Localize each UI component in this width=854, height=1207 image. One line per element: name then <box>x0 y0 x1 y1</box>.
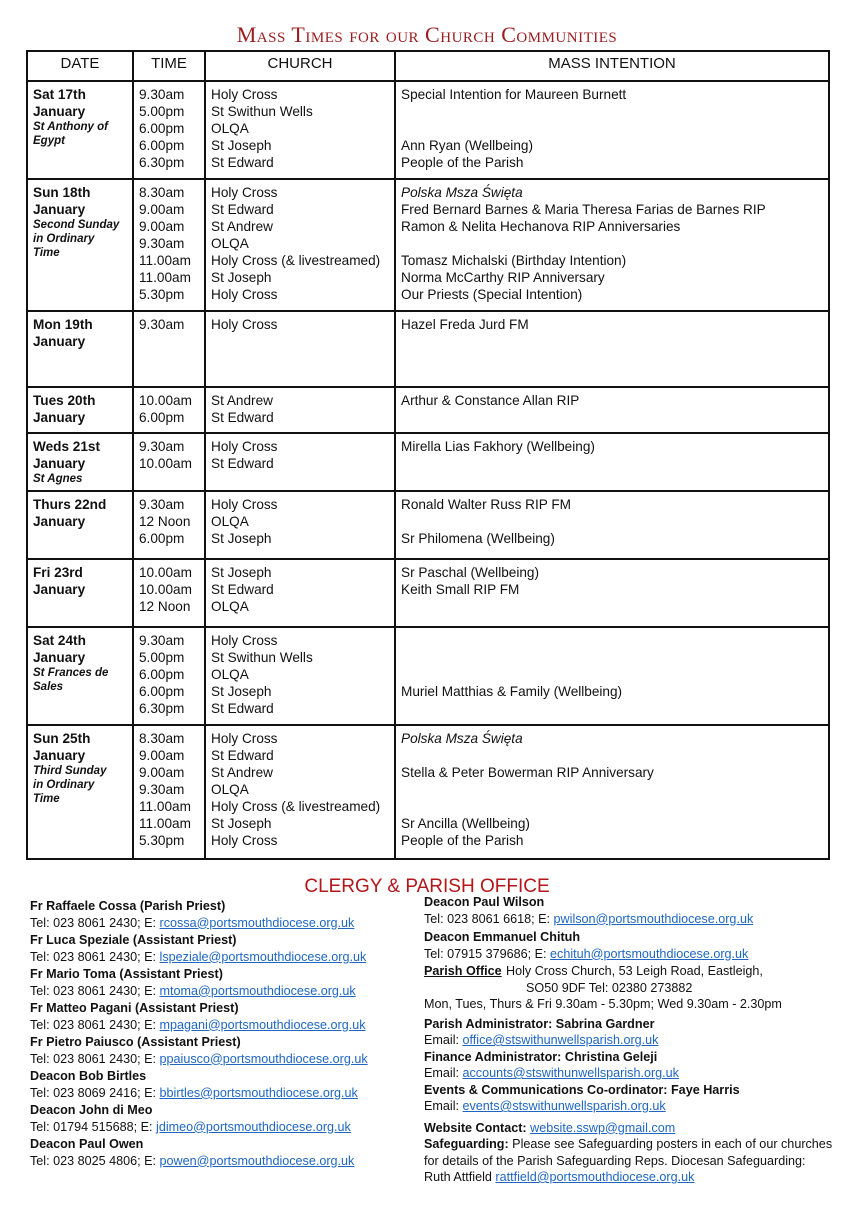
day-label: January <box>33 334 86 349</box>
email-link[interactable]: accounts@stswithunwellsparish.org.uk <box>462 1066 679 1080</box>
mass-intention <box>401 781 823 798</box>
feast-label: in Ordinary <box>33 779 95 791</box>
mass-time: 9.00am <box>139 219 185 234</box>
clergy-tel: Tel: 023 8061 2430; E: <box>30 949 160 964</box>
mass-time: 9.30am <box>139 87 185 102</box>
website-label: Website Contact: <box>424 1120 531 1135</box>
mass-time: 12 Noon <box>139 599 191 614</box>
mass-time: 6.00pm <box>139 138 185 153</box>
contact-name: Finance Administrator: Christina Geleji <box>424 1049 658 1064</box>
mass-intention <box>401 700 823 717</box>
feast-label: Time <box>33 793 60 805</box>
church-name: St Joseph <box>211 684 272 699</box>
mass-intention <box>401 235 823 252</box>
clergy-name: Fr Raffaele Cossa (Parish Priest) <box>30 899 226 913</box>
intention-cell <box>395 311 829 387</box>
mass-time: 9.30am <box>139 633 185 648</box>
mass-time: 6.30pm <box>139 701 185 716</box>
contact-name: Events & Communications Co-ordinator: Faye Harris <box>424 1082 740 1097</box>
church-name: St Joseph <box>211 270 272 285</box>
mass-times-table <box>26 50 830 860</box>
church-name: OLQA <box>211 121 249 136</box>
date-cell <box>27 559 133 627</box>
date-cell <box>27 311 133 387</box>
church-cell <box>205 387 395 433</box>
contact-name: Parish Administrator: Sabrina Gardner <box>424 1016 655 1031</box>
contact-events-coordinator <box>424 1082 834 1115</box>
email-link[interactable]: echituh@portsmouthdiocese.org.uk <box>550 946 749 961</box>
parish-office-address: Holy Cross Church, 53 Leigh Road, Eastleigh, <box>506 964 763 978</box>
clergy-section-title: CLERGY & PARISH OFFICE <box>304 876 550 897</box>
day-label: January <box>33 582 86 597</box>
church-name: Holy Cross <box>211 439 278 454</box>
clergy-entry <box>30 898 420 931</box>
mass-intention: Ramon & Nelita Hechanova RIP Anniversaries <box>401 219 681 234</box>
safeguarding-text: Please see Safeguarding posters in each of our churches for details of the Parish Safeguarding Reps. Diocesan Safeguarding: Ruth Attfield <box>424 1137 833 1184</box>
website-email-link[interactable]: website.sswp@gmail.com <box>530 1120 676 1135</box>
mass-intention <box>401 632 823 649</box>
feast-label: Third Sunday <box>33 765 107 777</box>
mass-intention: Hazel Freda Jurd FM <box>401 317 529 332</box>
parish-office-postcode: SO50 9DF Tel: 02380 273882 <box>526 980 693 995</box>
church-name: St Edward <box>211 582 274 597</box>
church-name: St Edward <box>211 748 274 763</box>
email-link[interactable]: jdimeo@portsmouthdiocese.org.uk <box>156 1119 351 1134</box>
church-name: OLQA <box>211 667 249 682</box>
day-label: Sun 18th <box>33 185 91 200</box>
day-label: Weds 21st <box>33 439 100 454</box>
mass-time: 6.30pm <box>139 155 185 170</box>
clergy-tel: Tel: 023 8061 2430; E: <box>30 983 160 998</box>
feast-label: Egypt <box>33 135 65 147</box>
time-cell <box>133 559 205 627</box>
date-cell <box>27 179 133 311</box>
mass-time: 5.00pm <box>139 104 185 119</box>
day-label: Thurs 22nd <box>33 497 107 512</box>
church-name: St Edward <box>211 155 274 170</box>
mass-time: 8.30am <box>139 185 185 200</box>
contact-paul-wilson <box>424 894 834 927</box>
mass-intention <box>401 747 823 764</box>
intention-cell <box>395 491 829 559</box>
church-name: St Swithun Wells <box>211 104 313 119</box>
church-name: St Edward <box>211 701 274 716</box>
email-link[interactable]: lspeziale@portsmouthdiocese.org.uk <box>159 949 367 964</box>
mass-time: 11.00am <box>139 270 191 285</box>
mass-time: 5.30pm <box>139 833 185 848</box>
intention-cell <box>395 179 829 311</box>
mass-time: 12 Noon <box>139 514 191 529</box>
mass-time: 9.00am <box>139 765 185 780</box>
time-cell <box>133 387 205 433</box>
clergy-right-column <box>424 894 834 1186</box>
email-link[interactable]: rcossa@portsmouthdiocese.org.uk <box>159 915 355 930</box>
table-row <box>27 311 829 387</box>
feast-label: Sales <box>33 681 64 693</box>
church-cell <box>205 559 395 627</box>
day-label: Mon 19th <box>33 317 93 332</box>
header-mass-intention: MASS INTENTION <box>395 51 829 81</box>
email-link[interactable]: pwilson@portsmouthdiocese.org.uk <box>553 911 754 926</box>
table-row <box>27 179 829 311</box>
contact-label: Email: <box>424 1099 463 1113</box>
clergy-name: Deacon John di Meo <box>30 1103 153 1117</box>
contact-emmanuel-chituh <box>424 929 834 962</box>
contact-name: Deacon Paul Wilson <box>424 895 545 909</box>
day-label: Sun 25th <box>33 731 91 746</box>
church-cell <box>205 491 395 559</box>
mass-intention: Sr Philomena (Wellbeing) <box>401 531 555 546</box>
clergy-tel: Tel: 023 8061 2430; E: <box>30 915 160 930</box>
clergy-entry <box>30 1000 420 1033</box>
time-cell <box>133 311 205 387</box>
date-cell <box>27 81 133 179</box>
church-name: Holy Cross <box>211 287 278 302</box>
church-cell <box>205 725 395 859</box>
church-name: St Andrew <box>211 393 273 408</box>
mass-time: 10.00am <box>139 565 192 580</box>
clergy-name: Fr Luca Speziale (Assistant Priest) <box>30 933 237 947</box>
mass-intention: Our Priests (Special Intention) <box>401 287 583 302</box>
contact-label: Email: <box>424 1066 463 1080</box>
church-name: OLQA <box>211 236 249 251</box>
mass-time: 9.30am <box>139 317 185 332</box>
mass-time: 5.00pm <box>139 650 185 665</box>
safeguarding-note <box>424 1136 834 1186</box>
mass-time: 6.00pm <box>139 667 185 682</box>
time-cell <box>133 491 205 559</box>
mass-time: 5.30pm <box>139 287 185 302</box>
contact-tel: Tel: 07915 379686; E: <box>424 946 551 961</box>
time-cell <box>133 433 205 491</box>
mass-time: 9.30am <box>139 782 185 797</box>
table-row <box>27 387 829 433</box>
church-name: Holy Cross <box>211 87 278 102</box>
mass-intention: Stella & Peter Bowerman RIP Anniversary <box>401 765 654 780</box>
day-label: Fri 23rd <box>33 565 83 580</box>
mass-time: 9.30am <box>139 439 185 454</box>
intention-cell <box>395 725 829 859</box>
email-link[interactable]: mpagani@portsmouthdiocese.org.uk <box>159 1017 366 1032</box>
email-link[interactable]: powen@portsmouthdiocese.org.uk <box>159 1153 355 1168</box>
feast-label: Time <box>33 247 60 259</box>
day-label: Tues 20th <box>33 393 96 408</box>
header-time: TIME <box>133 51 205 81</box>
time-cell <box>133 725 205 859</box>
header-date: DATE <box>27 51 133 81</box>
mass-intention <box>401 798 823 815</box>
mass-time: 10.00am <box>139 393 192 408</box>
date-cell <box>27 491 133 559</box>
safeguarding-label: Safeguarding: <box>424 1137 509 1151</box>
mass-intention <box>401 666 823 683</box>
day-label: January <box>33 748 86 763</box>
mass-intention <box>401 649 823 666</box>
clergy-tel: Tel: 023 8061 2430; E: <box>30 1017 160 1032</box>
day-label: Sat 17th <box>33 87 86 102</box>
church-name: St Edward <box>211 202 274 217</box>
day-label: Sat 24th <box>33 633 86 648</box>
mass-time: 11.00am <box>139 799 191 814</box>
email-link[interactable]: office@stswithunwellsparish.org.uk <box>462 1033 659 1047</box>
intention-cell <box>395 627 829 725</box>
header-church: CHURCH <box>205 51 395 81</box>
mass-time: 9.30am <box>139 497 185 512</box>
mass-time: 6.00pm <box>139 410 185 425</box>
church-name: Holy Cross <box>211 185 278 200</box>
mass-intention: People of the Parish <box>401 833 524 848</box>
mass-intention: Ann Ryan (Wellbeing) <box>401 138 533 153</box>
mass-time: 11.00am <box>139 253 191 268</box>
church-cell <box>205 179 395 311</box>
mass-intention: People of the Parish <box>401 155 524 170</box>
clergy-entry <box>30 1136 420 1169</box>
date-cell <box>27 725 133 859</box>
clergy-tel: Tel: 023 8061 2430; E: <box>30 1051 160 1066</box>
feast-label: Second Sunday <box>33 219 120 231</box>
church-name: St Swithun Wells <box>211 650 313 665</box>
table-row <box>27 433 829 491</box>
table-row <box>27 491 829 559</box>
church-name: Holy Cross <box>211 633 278 648</box>
day-label: January <box>33 456 86 471</box>
clergy-tel: Tel: 023 8025 4806; E: <box>30 1153 160 1168</box>
feast-label: St Agnes <box>33 473 83 485</box>
mass-time: 8.30am <box>139 731 185 746</box>
mass-intention: Special Intention for Maureen Burnett <box>401 87 627 102</box>
church-cell <box>205 81 395 179</box>
time-cell <box>133 81 205 179</box>
mass-intention: Polska Msza Święta <box>401 185 523 200</box>
clergy-name: Deacon Paul Owen <box>30 1137 144 1151</box>
intention-cell <box>395 387 829 433</box>
church-cell <box>205 433 395 491</box>
feast-label: St Anthony of <box>33 121 108 133</box>
clergy-entry <box>30 932 420 965</box>
intention-cell <box>395 81 829 179</box>
church-name: St Andrew <box>211 765 273 780</box>
clergy-entry <box>30 1068 420 1101</box>
table-header-row <box>27 51 829 81</box>
date-cell <box>27 387 133 433</box>
day-label: January <box>33 410 86 425</box>
mass-time: 9.00am <box>139 748 185 763</box>
mass-intention: Fred Bernard Barnes & Maria Theresa Farias de Barnes RIP <box>401 202 766 217</box>
mass-time: 10.00am <box>139 456 192 471</box>
church-name: St Joseph <box>211 531 272 546</box>
mass-intention: Mirella Lias Fakhory (Wellbeing) <box>401 439 595 454</box>
church-name: Holy Cross <box>211 497 278 512</box>
day-label: January <box>33 202 86 217</box>
parish-office <box>424 963 834 1013</box>
table-row <box>27 725 829 859</box>
contact-name: Deacon Emmanuel Chituh <box>424 930 581 944</box>
mass-intention: Sr Paschal (Wellbeing) <box>401 565 540 580</box>
mass-time: 11.00am <box>139 816 191 831</box>
mass-intention: Muriel Matthias & Family (Wellbeing) <box>401 684 623 699</box>
church-name: OLQA <box>211 599 249 614</box>
mass-intention: Keith Small RIP FM <box>401 582 520 597</box>
mass-intention: Norma McCarthy RIP Anniversary <box>401 270 605 285</box>
clergy-name: Fr Pietro Paiusco (Assistant Priest) <box>30 1035 241 1049</box>
mass-intention: Tomasz Michalski (Birthday Intention) <box>401 253 627 268</box>
table-row <box>27 81 829 179</box>
email-link[interactable]: bbirtles@portsmouthdiocese.org.uk <box>159 1085 358 1100</box>
email-link[interactable]: ppaiusco@portsmouthdiocese.org.uk <box>159 1051 368 1066</box>
feast-label: St Frances de <box>33 667 109 679</box>
mass-time: 6.00pm <box>139 121 185 136</box>
mass-intention: Ronald Walter Russ RIP FM <box>401 497 571 512</box>
contact-label: Email: <box>424 1033 463 1047</box>
contact-parish-administrator <box>424 1016 834 1049</box>
clergy-left-column <box>30 898 420 1170</box>
church-name: St Joseph <box>211 816 272 831</box>
date-cell <box>27 433 133 491</box>
church-name: Holy Cross <box>211 833 278 848</box>
day-label: January <box>33 514 86 529</box>
mass-intention <box>401 103 823 120</box>
table-row <box>27 559 829 627</box>
date-cell <box>27 627 133 725</box>
church-name: St Edward <box>211 410 274 425</box>
mass-intention: Polska Msza Święta <box>401 731 523 746</box>
page-title: Mass Times for our Church Communities <box>236 22 618 47</box>
clergy-name: Deacon Bob Birtles <box>30 1069 147 1083</box>
day-label: January <box>33 650 86 665</box>
time-cell <box>133 179 205 311</box>
church-cell <box>205 627 395 725</box>
feast-label: in Ordinary <box>33 233 95 245</box>
clergy-tel: Tel: 023 8069 2416; E: <box>30 1085 160 1100</box>
contact-finance-administrator <box>424 1049 834 1082</box>
safeguarding-email-link[interactable]: rattfield@portsmouthdiocese.org.uk <box>495 1170 695 1184</box>
church-name: St Andrew <box>211 219 273 234</box>
clergy-entry <box>30 1034 420 1067</box>
church-name: St Joseph <box>211 138 272 153</box>
mass-intention: Sr Ancilla (Wellbeing) <box>401 816 530 831</box>
clergy-tel: Tel: 01794 515688; E: <box>30 1119 157 1134</box>
church-name: Holy Cross (& livestreamed) <box>211 253 381 268</box>
church-cell <box>205 311 395 387</box>
church-name: OLQA <box>211 514 249 529</box>
mass-time: 6.00pm <box>139 531 185 546</box>
email-link[interactable]: mtoma@portsmouthdiocese.org.uk <box>159 983 356 998</box>
clergy-name: Fr Mario Toma (Assistant Priest) <box>30 967 223 981</box>
website-contact <box>424 1120 834 1137</box>
church-name: St Edward <box>211 456 274 471</box>
table-row <box>27 627 829 725</box>
mass-time: 10.00am <box>139 582 192 597</box>
church-name: Holy Cross <box>211 731 278 746</box>
time-cell <box>133 627 205 725</box>
intention-cell <box>395 433 829 491</box>
day-label: January <box>33 104 86 119</box>
church-name: St Joseph <box>211 565 272 580</box>
parish-office-hours: Mon, Tues, Thurs & Fri 9.30am - 5.30pm; Wed 9.30am - 2.30pm <box>424 997 782 1011</box>
mass-time: 9.00am <box>139 202 185 217</box>
mass-intention <box>401 513 823 530</box>
clergy-entry <box>30 1102 420 1135</box>
mass-intention <box>401 120 823 137</box>
clergy-entry <box>30 966 420 999</box>
church-name: Holy Cross <box>211 317 278 332</box>
church-name: Holy Cross (& livestreamed) <box>211 799 381 814</box>
clergy-name: Fr Matteo Pagani (Assistant Priest) <box>30 1001 239 1015</box>
email-link[interactable]: events@stswithunwellsparish.org.uk <box>462 1099 666 1113</box>
parish-office-label: Parish Office <box>424 964 502 978</box>
mass-intention: Arthur & Constance Allan RIP <box>401 393 580 408</box>
mass-time: 9.30am <box>139 236 185 251</box>
intention-cell <box>395 559 829 627</box>
mass-time: 6.00pm <box>139 684 185 699</box>
church-name: OLQA <box>211 782 249 797</box>
contact-tel: Tel: 023 8061 6618; E: <box>424 911 554 926</box>
